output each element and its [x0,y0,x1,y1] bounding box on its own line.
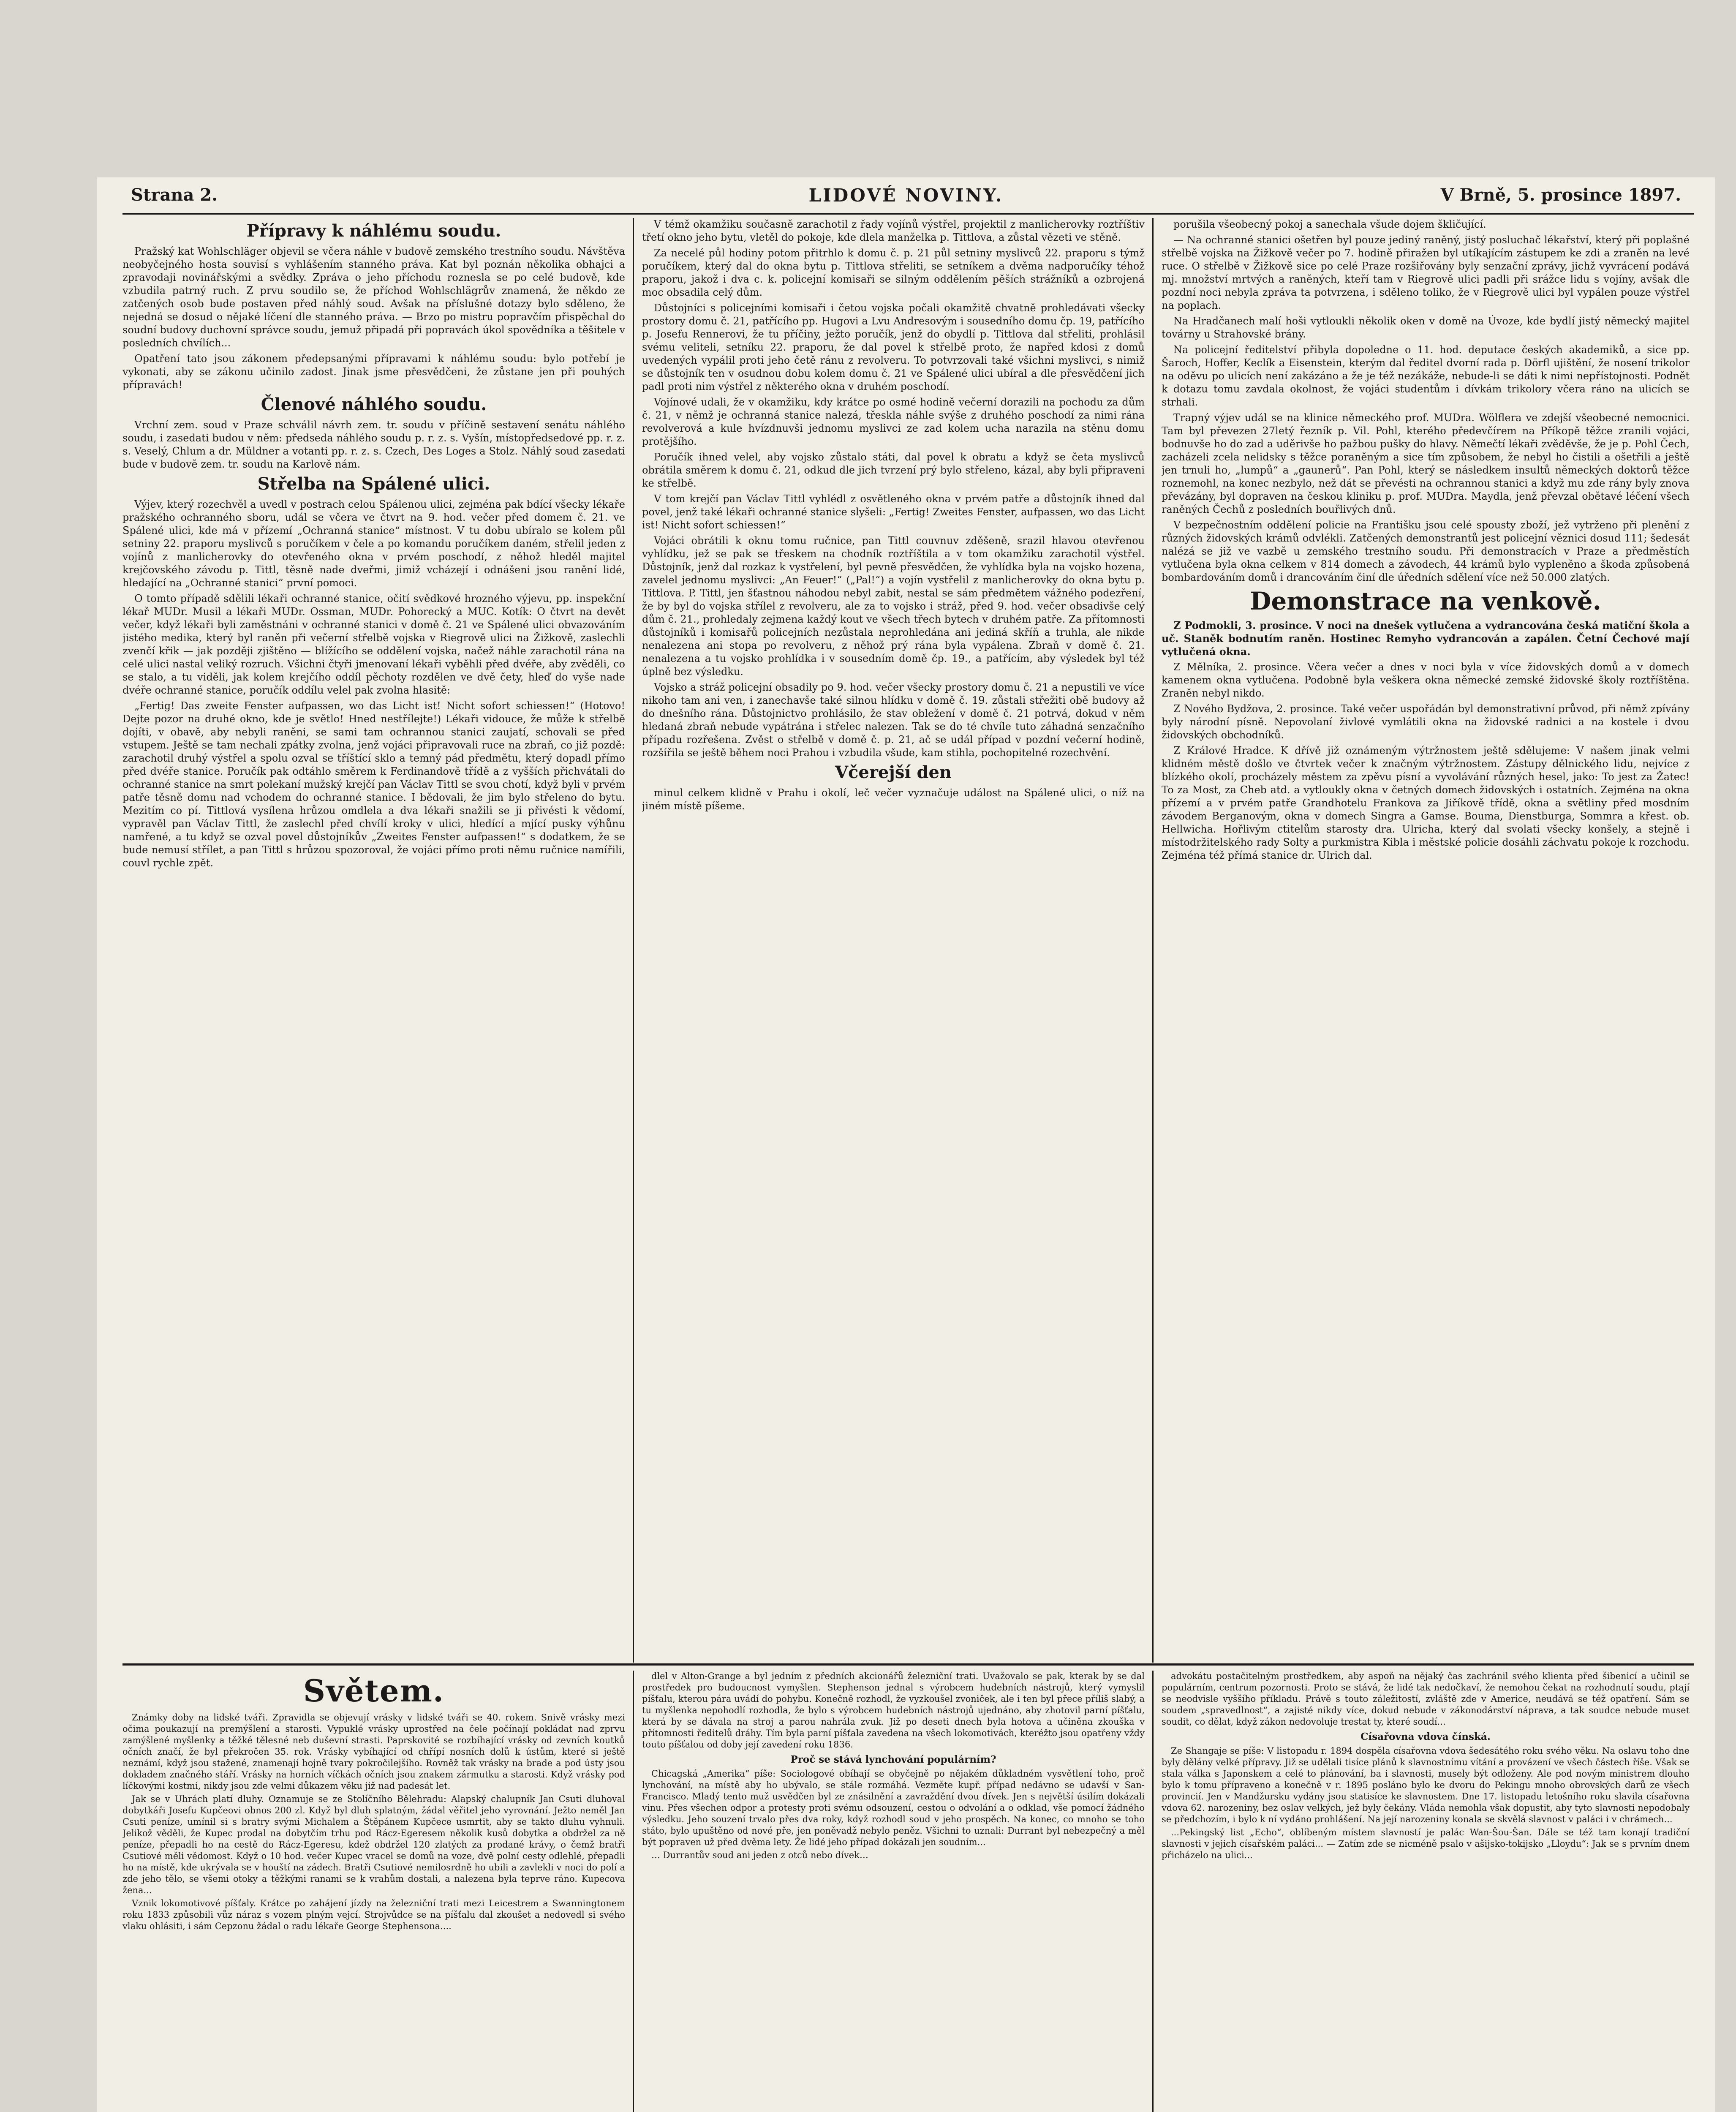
page-number: Strana 2. [131,185,218,205]
column-1 [122,218,625,1658]
column-rule [1152,218,1154,1663]
paragraph: Jak se v Uhrách platí dluhy. Oznamuje se ze Stolíčního Bělehradu: Alapský chalupník Jan Csuti dluhoval dobytkáři Josefu Kupčeovi obnos 200 zl. Když byl dluh splatným, žádal věřitel jeho vyrovnání. Ježto neměl Jan Csuti peníze, umínil si s bratry svými Michalem a Štěpánem Kupčece usmrtit, aby se takto dluhu vyhnuli. Jelikož věděli, že Kupec prodal na dobytčím trhu pod Rácz-Egeresem několik kusů dobytka a obdržel za ně peníze, přepadli ho na cestě do Rácz-Egeresu, kdež obdržel 120 zlatých za prodané krávy, o čemž bratři Csutiové měli vědomost. Když o 10 hod. večer Kupec vracel se domů na voze, dvě polní cesty odlehlé, přepadli ho na místě, kde ukrývala se v houští na zádech. Bratři Csutiové nemilosrdně ho ubili a zavlekli v noci do polí a zde jeho tělo, se všemi otoky a těžkými ranami se k vrahům dostali, a nalezena byla teprve ráno. Kupecova žena... [122,1794,625,1895]
headline-clenove: Členové náhlého soudu. [261,395,487,414]
headline-cisarovna: Císařovna vdova čínská. [1361,1731,1491,1742]
paragraph: minul celkem klidně v Prahu i okolí, leč večer vyznačuje událost na Spálené ulici, o níž na jiném místě píšeme. [642,787,1145,812]
paragraph: Vznik lokomotivové píšťaly. Krátce po zahájení jízdy na železniční trati mezi Leicestrem a Swanningtonem roku 1833 způsobili vůz náraz s vozem plným vejcí. Strojvůdce se na píšťalu dal zkoušet a nedovedl si svého vlaku ohlásiti, i sám Cepzonu žádal o radu lékaře George Stephensona.... [122,1898,625,1931]
paragraph: Poručík ihned velel, aby vojsko zůstalo státi, dal povel k obratu a když se četa myslivců obrátila směrem k domu č. 21, odkud dle jich tvrzení prý bylo střeleno, kázal, aby byli připraveni ke střelbě. [642,451,1145,489]
header-rule [122,213,1694,215]
dateline: V Brně, 5. prosince 1897. [1440,185,1681,205]
paragraph: O tomto případě sdělili lékaři ochranné stanice, očití svědkové hrozného výjevu, pp. inspekční lékař MUDr. Musil a lékaři MUDr. Ossman, MUDr. Pohorecký a MUC. Kotík: O čtvrt na devět večer, když lékaři byli zaměstnáni v ochranné stanici v domě č. 21 ve Spálené ulici obvazováním jistého medika, který byl raněn při večerní střelbě vojska v Riegrově ulici na Žižkově, zaslechli zvenčí křik — jak později zjištěno — blížícího se oddělení vojska, načež náhle zarachotil rána na celé ulici nastal veliký rozruch. Všichni čtyři jmenovaní lékaři vyběhli před dvéře, aby zvěděli, co se stalo, a tu viděli, jak kolem krejčího oddíl pěchoty rozdělen ve dvě čety, hleď do vyše nade dvéře ochranné stanice, poručík oddílu velel pak zvolna hlasitě: [122,593,625,696]
headline-strelba: Střelba na Spálené ulici. [257,474,490,494]
paragraph: … Durrantův soud ani jeden z otců nebo dívek… [651,1850,868,1860]
bottom-column-2 [642,1671,1145,2112]
paragraph: Pražský kat Wohlschläger objevil se včera náhle v budově zemského trestního soudu. Návštěva neobyčejného hosta souvisí s vyhlášením stanného práva. Kat byl poznán několika obhajci a zpravodaji novinářskými a svědky. Zpráva o jeho příchodu roznesla se po celé budově, kde vzbudila patrný ruch. Z prvu soudilo se, že příchod Wohlschlägrův znamená, že někdo ze zatčených osob bude postaven před náhlý soud. Avšak na příslušné dotazy bylo sděleno, že nejedná se dosud o nějaké líčení dle stanného práva. — Brzo po mistru popravčím přispěchal do soudní budovy duchovní správce soudu, jemuž připadá při popravách úkol spovědníka a těšitele v posledních chvílích... [122,245,625,349]
paragraph: Vojínové udali, že v okamžiku, kdy krátce po osmé hodině večerní dorazili na pochodu za dům č. 21, v němž je ochranná stanice nalezá, třeskla náhle svýše z druhého poschodí za nimi rána revolverová a kule hvízdnuvši jednomu myslivci ze zad kolem ucha narazila na stěnu domu protějšího. [642,396,1145,447]
paragraph: „Fertig! Das zweite Fenster aufpassen, wo das Licht ist! Nicht sofort schiessen!“ (Hotovo! Dejte pozor na druhé okno, kde je světlo! Hned nestřílejte!) Lékaři vidouce, že může k střelbě dojíti, v obavě, aby nebyli raněni, se sami tam ochrannou stanici zaujatí, schovali se před vstupem. Ještě se tam nechali zpátky zvolna, jenž vojáci připravovali ruce na zbraň, co již pozdě: zarachotil druhý výstřel a spolu ozval se tříštící sklo a temný pád předmětu, který dopadl přímo před dvéře stanice. Poručík pak odtáhlo směrem k Ferdinandově třídě a z vyšších přichvátali do ochranné stanice na smrt polekaní mužský krejčí pan Václav Tittl se svou chotí, když byli v prvém patře těsně domu nad vchodem do ochranné stanice. I bědovali, že jim bylo střeleno do bytu. Mezitím co pí. Tittlová vysílena hrůzou omdlela a dva lékaři snažili se ji přivésti k vědomí, vypravěl pan Václav Tittl, že zaslechl před chvílí kroky v ulici, hledící a mjící pusky výhůnu namřené, a tu když se ozval povel důstojníkův „Zweites Fenster aufpassen!“ s dodatkem, že se bude nemusí střílet, a pan Tittl s hrůzou spozoroval, že vojáci přímo proti němu ručnice namířili, couvl rychle zpět. [122,700,625,869]
paragraph: porušila všeobecný pokoj a sanechala všude dojem škličující. [1173,218,1486,230]
paragraph: Z Nového Bydžova, 2. prosince. Také večer uspořádán byl demonstrativní průvod, při němž zpívány byly národní písně. Nepovolaní živlové vymlátili okna na židovské radnici a na kostele i dvou židovských obchodníků. [1162,703,1690,741]
page-header [114,185,1698,210]
headline-vcerejsi-den: Včerejší den [835,762,952,782]
paragraph: Vojsko a stráž policejní obsadily po 9. hod. večer všecky prostory domu č. 21 a nepustili ve více nikoho tam ani ven, i zanechavše také silnou hlídku v domě č. 19. zůstali střežiti obě budovy až do dnešního rána. Důstojnictvo prohlásilo, že stav obležení v domě č. 21 potrvá, dokud v něm hledaná zbraň nebude vypátrána i střelec nalezen. Tak se do té chvíle tuto záhadná senzačního případu rozřešena. Zvěst o střelbě v domě č. p. 21, ač se udál případ v pozdní večerní hodině, rozšířila se ještě během noci Prahou i vzbudila všude, kam stihla, pochopitelné rozechvění. [642,681,1145,759]
paragraph: dlel v Alton-Grange a byl jedním z předních akcionářů železniční trati. Uvažovalo se pak, kterak by se dal prostředek pro budoucnost vymyšlen. Stephenson jednal s výrobcem hudebních nástrojů, který vymyslil píšťalu, kterou pára uvádí do pohybu. Konečně rozhodl, že vyzkoušel zvoniček, ale i ten byl přece příliš slabý, a tu myšlenka nepohodlí rozhodla, že bylo s výrobcem hudebních nástrojů ujednáno, aby zhotovil parní píšťalu, která by se dávala na stroj a parou nahrála zvuk. Již po deseti dnech byla hotova a učiněna zkouška v přítomnosti ředitelů dráhy. Tím byla parní píšťala zavedena na všech lokomotivách, kteréžto jsou opatřeny vždy touto píšťalou od doby její zavedení roku 1836. [642,1671,1145,1750]
paragraph: V bezpečnostním oddělení policie na Františku jsou celé spousty zboží, jež vytrženo při plenění z různých židovských krámů odvlékli. Zatčených demonstrantů jest policejní věznici dosud 111; šedesát nalézá se již ve vazbě u zemského trestního soudu. Při demonstracích v Praze a předměstích vytlučena byla okna celkem v 814 domech a závodech, 44 krámů bylo vypleněno a škoda způsobená bombardováním domů i drancováním činí dle úředních sdělení více než 50.000 zlatých. [1162,519,1690,583]
column-rule [633,218,634,1663]
paragraph: Trapný výjev udál se na klinice německého prof. MUDra. Wölflera ve zdejší všeobecné nemocnici. Tam byl převezen 27letý řezník p. Vil. Pohl, kterého předevčírem na Příkopě těžce zranili vojáci, bodnuvše ho do zad a uděrivše ho pažbou pušky do hlavy. Němečtí lékaři zvěděvše, že je p. Pohl Čech, zacházeli zcela nelidsky s těžce poraněným a sice tím způsobem, že nebyl ho čistili a ošetřili a ještě jen trnuli ho, „lumpů“ a „gaunerů“. Pan Pohl, který se následkem insultů německých doktorů těžce roznemohl, na konec nezbylo, než dát se převésti na ochrannou stanici a když mu zde rány byly znova převázány, byl dopraven na českou kliniku p. prof. MUDra. Maydla, jenž převzal obětavé léčení všech raněných Čechů z posledních bouřlivých dnů. [1162,412,1690,515]
paragraph: Z Podmokli, 3. prosince. V noci na dnešek vytlučena a vydrancována česká matiční škola a uč. Staněk bodnutím raněn. Hostinec Remyho vydrancován a zapálen. Četní Čechové mají vytlučená okna. [1162,619,1690,658]
paragraph: V témž okamžiku současně zarachotil z řady vojínů výstřel, projektil z manlicherovky roztříštiv třetí okno jeho bytu, vletěl do pokoje, kde dlela manželka p. Tittlova, a zůstal vězeti ve stěně. [642,218,1145,243]
newspaper-page [97,177,1715,2112]
paragraph: Na policejní ředitelství přibyla dopoledne o 11. hod. deputace českých akademiků, a sice pp. Šaroch, Hoffer, Keclík a Eisenstein, kterým dal ředitel dvorní rada p. Dörfl ujištění, že nosení trikolor na oděvu po ulicích není zakázáno a že je též nezákáže, nebude-li se dáti k nimi nepřístojnosti. Podnět k dotazu tomu zavdala okolnost, že vojáci studentům i dívkám trikolory včera ráno na ulicích se strhali. [1162,344,1690,408]
paragraph: Chicagská „Amerika“ píše: Sociologové obíhají se obyčejně po nějakém důkladném vysvětlení toho, proč lynchování, na místě aby ho ubývalo, se stále rozmáhá. Vezměte kupř. případ nedávno se udavší v San-Francisco. Mladý tento muž usvědčen byl ze znásilnění a zavraždění dvou dívek. Jen s největší úsilím dokázali vinu. Přes všechen odpor a protesty proti svému odsouzení, cestou o odvolání a o odklad, vše pomocí žádného výsledku. Jeho souzení trvalo přes dva roky, když rozhodl soud v jeho prospěch. Na konec, co mnoho se toho státo, bylo upuštěno od nové pře, jen poněvadž nebylo peněz. Všichni to uznali: Durrant byl nebezpečný a měl být popraven už před dvěma lety. Že lidé jeho případ dokázali jen soudním... [642,1769,1145,1847]
headline-demonstrace: Demonstrace na venkově. [1250,587,1601,615]
paragraph: Vrchní zem. soud v Praze schválil návrh zem. tr. soudu v příčině sestavení senátu náhlého soudu, i zasedati budou v něm: předseda náhlého soudu p. r. z. s. Vyšín, místopředsedové pp. r. z. s. Veselý, Chlum a dr. Müldner a votanti pp. r. z. s. Czech, Des Loges a Stolz. Náhlý soud zasedati bude v budově zem. tr. soudu na Karlově nám. [122,419,625,470]
paragraph: ...Pekingský list „Echo“, oblíbeným místem slavností je palác Wan-Šou-Šan. Dále se též tam konají tradiční slavnosti v jejich císařském paláci... — Zatím zde se nicméně psalo v ašijsko-tokijsko „Lloydu“: Jak se s prvním dnem přicházelo na ulici... [1162,1827,1690,1860]
section-rule [122,1663,1694,1666]
paragraph: — Na ochranné stanici ošetřen byl pouze jediný raněný, jistý posluchač lékařství, který při poplašné střelbě vojska na Žižkově večer po 7. hodině přiražen byl utíkajícím zástupem ke zdi a zraněn na levé ruce. O střelbě v Žižkově sice po celé Praze rozšiřovány byly senzační zprávy, jichž vyvrácení podává mj. množství mrtvých a raněných, kteří tam v Riegrově ulici padli při srážce lidu s vojíny, avšak dle pozdní noci nebyla zpráva ta potvrzena, i sděleno toliko, že v Riegrově ulici byl vypálen pouze výstřel na poplach. [1162,234,1690,311]
bottom-column-1 [122,1671,625,2112]
paragraph: Z Králové Hradce. K dřívě již oznámeným výtržnostem ještě sdělujeme: V našem jinak velmi klidném městě došlo ve čtvrtek večer k značným výtržnostem. Zástupy dělnického lidu, nejvíce z blízkého okolí, procházely městem za zpěvu písní a vyvolávání různých hesel, jako: To jest za Žatec! To za Most, za Cheb atd. a vytloukly okna v četných domech židovských i ostatních. Zejména na okna přízemí a v prvém patře Grandhotelu Frankova za Jiříkově třídě, okna a světliny před mosdním závodem Berganovým, okna v domech Singra a Gamse. Bouma, Dienstburga, Sommra a křest. ob. Hellwicha. Hořlivým ctitelům starosty dra. Ulricha, který dal svolati všecky konšely, a stejně i místodržitelského rady Solty a purkmistra Kibla i městské policie dosáhli záchvatu pokoje k rozchodu. Zejména též přímá stanice dr. Ulrich dal. [1162,745,1690,861]
paragraph: Důstojníci s policejními komisaři i četou vojska počali okamžitě chvatně prohledávati všecky prostory domu č. 21, patřícího pp. Hugovi a Lvu Andresovým i sousedního domu čp. 19, patřícího p. Josefu Rennerovi, že tu příčiny, ježto poručík, jenž do obydlí p. Tittlova dal střeliti, prohlásil svému veliteli, setníku 22. praporu, že dal povel k střelbě proto, že napřed kdosi z domů uvedených vypálil proti jeho četě ránu z revolveru. To potvrzovali také všichni myslivci, s nimiž se důstojník ten v osudnou dobu kolem domu č. 21 ve Spálené ulici ubíral a dle přesvědčení jich padl proti nim výstřel z některého okna v druhém poschodí. [642,302,1145,392]
column-rule [1152,1671,1154,2112]
column-2 [642,218,1145,1658]
paragraph: Vojáci obrátili k oknu tomu ručnice, pan Tittl couvnuv zděšeně, srazil hlavou otevřenou vyhlídku, jež se pak se třeskem na chodník roztříštila a v tom okamžiku zarachotil výstřel. Důstojník, jenž dal rozkaz k vystřelení, byl pevně přesvědčen, že vyhlídka byla na vojsko hozena, zavelel jednomu myslivci: „An Feuer!“ („Pal!“) a vojín vystřelil z manlicherovky do okna bytu p. Tittlova. P. Tittl, jen šťastnou náhodou nebyl zabit, nestal se sám předmětem vážného podezření, že by byl do vojska střílel z revolveru, ale za to vojsko i stráž, před 9. hod. večer obsadivše celý dům č. 21., prohledaly zejmena každý kout ve všech třech bytech v druhém patře. Za přítomnosti důstojníků i komisařů policejních nezůstala neprohledána ani jediná skříň a truhla, ale nikde nenalezena ani stopa po revolveru, z něhož prý rána byla vypálena. Zbraň v domě č. 21. nenalezena a tu vojsko prohlídka i v sousedním domě čp. 19., a patřícím, aby výsledek byl též úplně bez výsledku. [642,535,1145,678]
paragraph: Na Hradčanech malí hoši vytloukli několik oken v domě na Úvoze, kde bydlí jistý německý majitel továrny u Strahovské brány. [1162,315,1690,340]
paragraph: advokátu postačitelným prostředkem, aby aspoň na nějaký čas zachránil svého klienta před šibenicí a učinil se populárním, centrum pozornosti. Proto se stává, že lidé tak nedočkaví, že nemohou čekat na rozhodnutí soudu, ptají se neodvisle vyššího příkladu. Právě s touto záležitostí, zvláště zde v Americe, neudává se též opatření. Sám se soudem „spravedlnost“, a zajisté nikdy více, dokud nebude v zákonodárství náprava, a tak soudce nebude muset soudit, co dělat, když zákon nedovoluje trestat ty, které soudí... [1162,1671,1690,1727]
headline-lynchovani: Proč se stává lynchování populárním? [790,1754,996,1765]
paragraph: Ze Shangaje se píše: V listopadu r. 1894 dospěla císařovna vdova šedesátého roku svého věku. Na oslavu toho dne byly dělány velké přípravy. Již se udělali tisíce plánů k slavnostnímu vítání a provázení ve všech částech říše. Však se stala válka s Japonskem a celé to plánování, ba i slavnosti, musely být odloženy. Ale pod novým ministrem dlouho bylo k tomu přípraveno a konečně v r. 1895 posláno bylo ke dvoru do Pekingu mnoho obrovských darů ze všech provincií. Jen v Mandžursku vydány jsou statisíce ke slavnostem. Dne 17. listopadu letošního roku slavila císařovna vdova 62. narozeniny, bez oslav velkých, jež byly čekány. Vláda nemohla však dopustit, aby tyto slavnosti nepodobaly se předchozím, i bylo k ní vydáno prohlášení. Na její narozeniny konala se skvělá slavnost v paláci i v chrámech... [1162,1746,1690,1824]
column-3 [1162,218,1690,1658]
bottom-column-3 [1162,1671,1690,2112]
paragraph: Za necelé půl hodiny potom přitrhlo k domu č. p. 21 půl setniny myslivců 22. praporu s týmž poručíkem, který dal do okna bytu p. Tittlova střeliti, se setníkem a dvěma nadporučíky téhož praporu, jakož i dva c. k. policejní komisaři se silným oddělením pěších strážníků a ozbrojená moc obsadila celý dům. [642,247,1145,298]
headline-pripravy: Přípravy k náhlému soudu. [246,221,501,241]
column-rule [633,1671,634,2112]
paragraph: Opatření tato jsou zákonem předepsanými přípravami k náhlému soudu: bylo potřebí je vykonati, aby se zákonu učinilo zadost. Jinak jsme přesvědčeni, že zůstane jen při pouhých přípravách! [122,353,625,391]
headline-svetem: Světem. [303,1673,444,1709]
newspaper-title: LIDOVÉ NOVINY. [808,185,1004,206]
paragraph: Výjev, který rozechvěl a uvedl v postrach celou Spálenou ulici, zejména pak bdící všecky lékaře pražského ochranného sboru, udál se včera ve čtvrt na 9. hod. večer před domem č. 21. ve Spálené ulici, kde má v přízemí „Ochranná stanice“ místnost. V tu dobu ubíralo se kolem půl setniny 22. praporu myslivců s poručíkem v čele a po komandu poručíkem daném, střelil jeden z vojínů z manlicherovky do otevřeného okna v prvém poschodí, z něhož hleděl majitel krejčovského závodu p. Tittl, těsně nade dveřmi, jimiž vcházejí i odnášeni jsou ranění lidé, hledající na „Ochranné stanici“ první pomoci. [122,498,625,589]
paragraph: V tom krejčí pan Václav Tittl vyhlédl z osvětleného okna v prvém patře a důstojník ihned dal povel, jenž také lékaři ochranné stanice slyšeli: „Fertig! Zweites Fenster, aufpassen, wo das Licht ist! Nicht sofort schiessen!“ [642,493,1145,531]
paragraph: Známky doby na lidské tváři. Zpravidla se objevují vrásky v lidské tváři se 40. rokem. Snivě vrásky mezi očima poukazují na premýšlení a starosti. Vypuklé vrásky uprostřed na čele počínají pokládat nad zprvu zamýšlené myšlenky a těžké tělesné neb duševní strasti. Paprskovité se rozbíhající vrásky od zevních koutků očních značí, že byl překročen 35. rok. Vrásky vybíhající od chřípí nosních dolů k ústům, které si ještě neznámí, když jsou stažené, znamenají hojně tvary pokročilejšího. Rovněž tak vrásky na brade a pod ústy jsou dokladem značného stáří. Vrásky na horních víčkách očních jsou znakem zármutku a starosti. Když vrásky pod líčkovými kostmi, nikdy jsou zde velmi důkazem věku již nad padesát let. [122,1712,625,1791]
paragraph: Z Mělníka, 2. prosince. Včera večer a dnes v noci byla v více židovských domů a v domech kamenem okna vytlučena. Podobně byla veškera okna německé zemské židovské školy roztříštěna. Zraněn nebyl nikdo. [1162,661,1690,699]
